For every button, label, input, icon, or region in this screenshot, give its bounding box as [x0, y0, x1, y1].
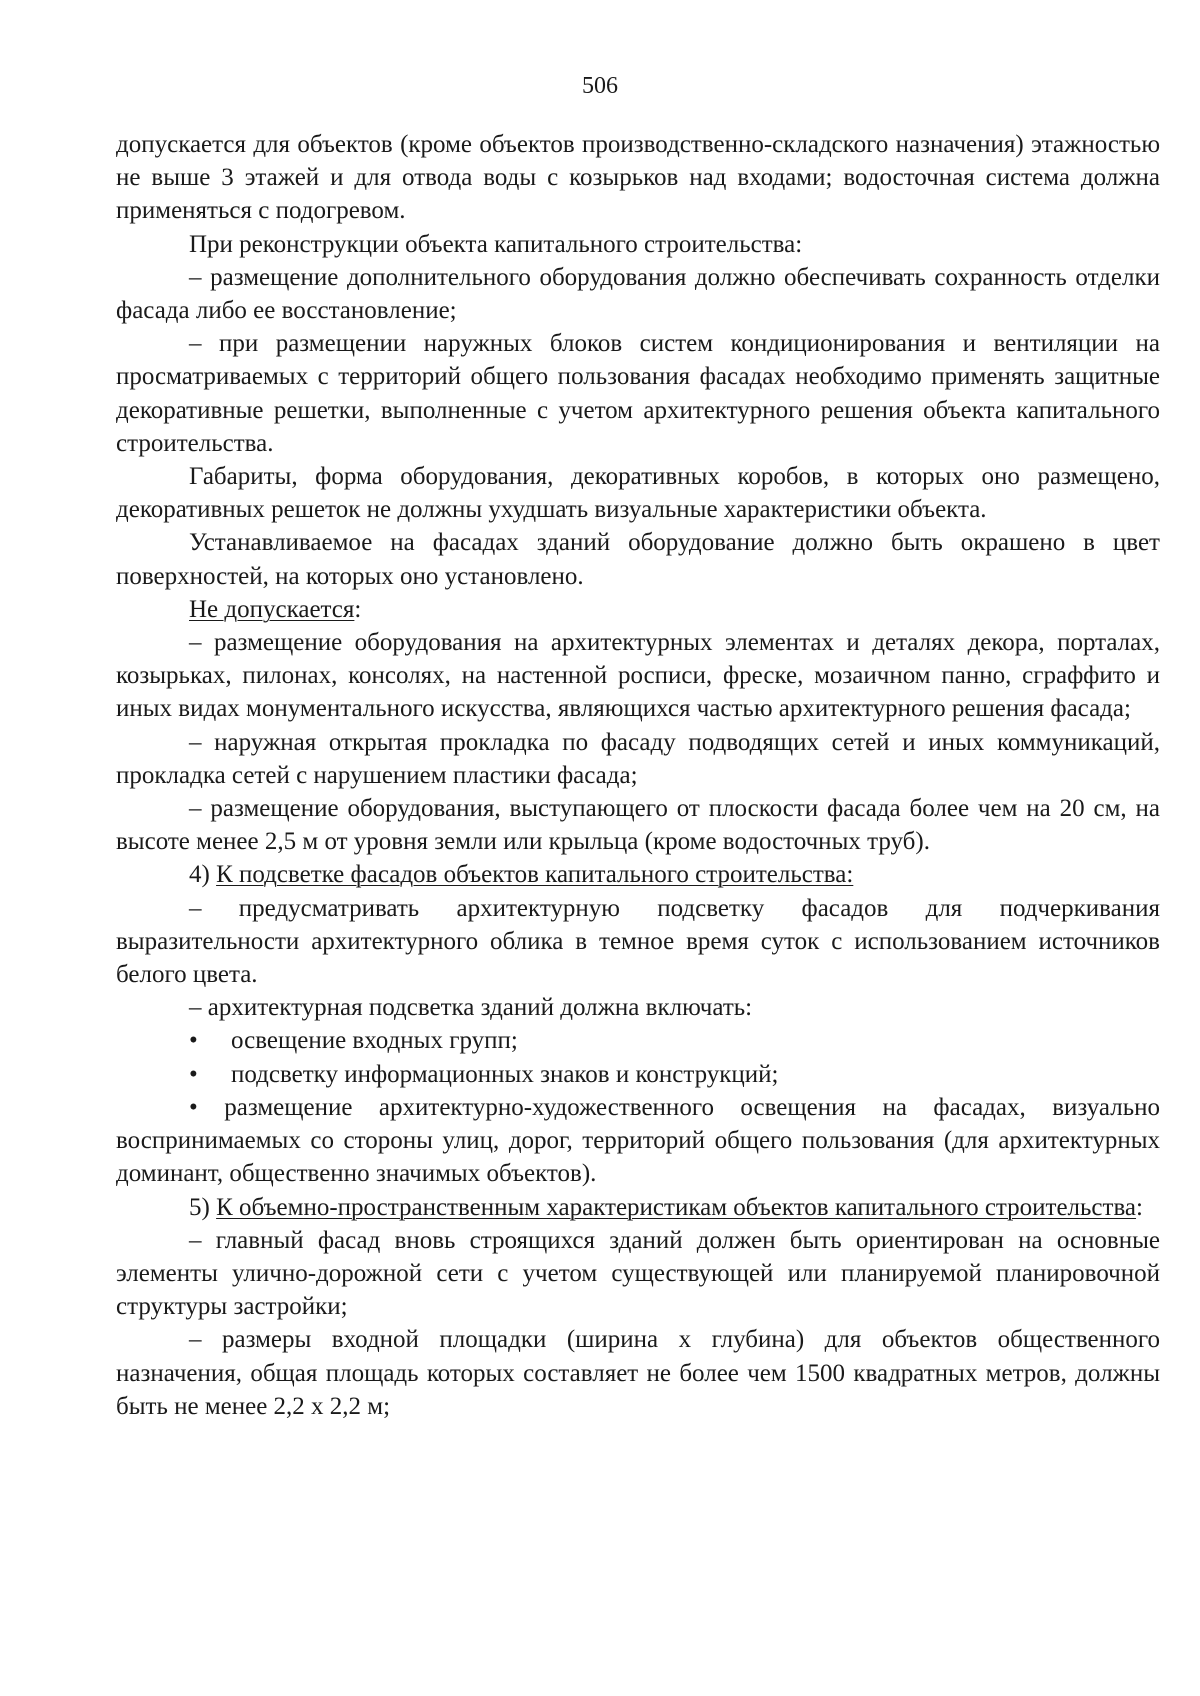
bullet-text-2: подсветку информационных знаков и конструкций;	[231, 1060, 779, 1088]
paragraph-protrusion: – размещение оборудования, выступающего от плоскости фасада более чем на 20 см, на высоте менее 2,5 м от уровня земли или крыльца (кроме водосточных труб).	[116, 795, 1160, 856]
page-number: 506	[582, 73, 618, 99]
paragraph-lighting-includes: – архитектурная подсветка зданий должна включать:	[189, 994, 753, 1022]
paragraph-continuation: допускается для объектов (кроме объектов производственно-складского назначения) этажностью не выше 3 этажей и для отвода воды с козырьков над входами; водосточная система должна применяться с подогревом.	[116, 131, 1160, 225]
paragraph-open-wiring: – наружная открытая прокладка по фасаду подводящих сетей и иных коммуникаций, прокладка сетей с нарушением пластики фасада;	[116, 728, 1160, 789]
not-allowed-heading: Не допускается	[189, 595, 355, 623]
section-5-number: 5)	[189, 1193, 217, 1221]
bullet-icon: •	[189, 1093, 198, 1121]
paragraph-color: Устанавливаемое на фасадах зданий оборудование должно быть окрашено в цвет поверхностей, на которых оно установлено.	[116, 529, 1160, 590]
section-5-title: К объемно-пространственным характеристикам объектов капитального строительства	[216, 1193, 1137, 1221]
document-body	[116, 128, 1160, 1423]
section-5-heading	[116, 1191, 1160, 1224]
paragraph-equipment-placement: – размещение дополнительного оборудования должно обеспечивать сохранность отделки фасада либо ее восстановление;	[116, 263, 1160, 325]
paragraph-main-facade: – главный фасад вновь строящихся зданий должен быть ориентирован на основные элементы улично-дорожной сети с учетом существующей или планируемой планировочной структуры застройки;	[116, 1226, 1160, 1321]
bullet-text-1: освещение входных групп;	[231, 1027, 518, 1055]
bullet-item-3	[116, 1091, 1160, 1191]
bullet-item-1	[116, 1024, 1160, 1057]
bullet-text-3: размещение архитектурно-художественного освещения на фасадах, визуально воспринимаемых со стороны улиц, дорог, территорий общего пользования (для архитектурных доминант, общественно значимых объектов).	[116, 1093, 1160, 1188]
bullet-icon: •	[189, 1060, 198, 1088]
section-4-heading	[116, 858, 1160, 891]
paragraph-ac-units: – при размещении наружных блоков систем кондиционирования и вентиляции на просматриваемых с территорий общего пользования фасадах необходимо применять защитные декоративные решетки, выполненные с учетом архитектурного решения объекта капитального строительства.	[116, 330, 1160, 457]
paragraph-reconstruction-heading: При реконструкции объекта капитального строительства:	[189, 230, 803, 258]
section-4-title: К подсветке фасадов объектов капитального строительства:	[216, 861, 854, 889]
not-allowed-colon: :	[354, 595, 362, 623]
paragraph-entrance-size: – размеры входной площадки (ширина х глубина) для объектов общественного назначения, общая площадь которых составляет не более чем 1500 квадратных метров, должны быть не менее 2,2 х 2,2 м;	[116, 1326, 1160, 1420]
paragraph-not-allowed	[116, 593, 1160, 626]
bullet-item-2	[116, 1058, 1160, 1091]
paragraph-lighting: – предусматривать архитектурную подсветку фасадов для подчеркивания выразительности архитектурного облика в темное время суток с использованием источников белого цвета.	[116, 894, 1160, 989]
section-4-number: 4)	[189, 861, 217, 889]
bullet-icon: •	[189, 1027, 198, 1055]
paragraph-decor-elements: – размещение оборудования на архитектурных элементах и деталях декора, порталах, козырьках, пилонах, консолях, на настенной росписи, фреске, мозаичном панно, сграффито и иных видах монументального искусства, являющихся частью архитектурного решения фасада;	[116, 629, 1160, 723]
paragraph-dimensions: Габариты, форма оборудования, декоративных коробов, в которых оно размещено, декоративных решеток не должны ухудшать визуальные характеристики объекта.	[116, 463, 1160, 524]
section-5-colon: :	[1136, 1193, 1143, 1221]
